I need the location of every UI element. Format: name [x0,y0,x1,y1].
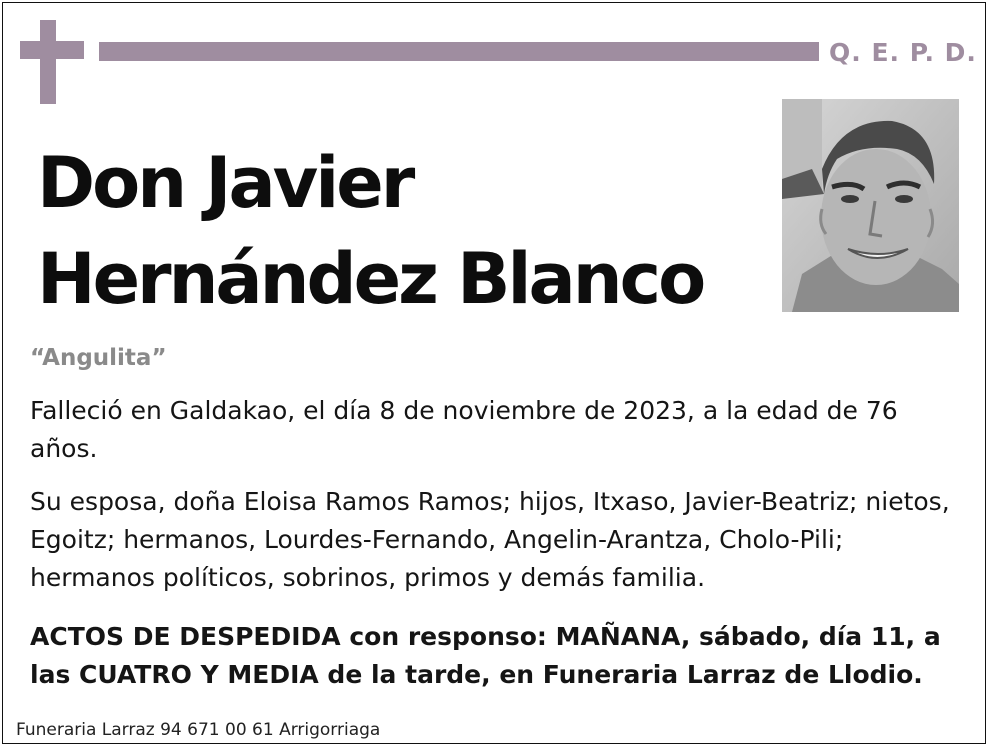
death-notice-paragraph: Falleció en Galdakao, el día 8 de noviembre de 2023, a la edad de 76 años. [30,396,898,463]
ceremony-paragraph: ACTOS DE DESPEDIDA con responso: MAÑANA, sábado, día 11, a las CUATRO Y MEDIA de la tarde, en Funeraria Larraz de Llodio. [30,622,941,689]
cross-icon-horizontal [20,41,84,59]
header-divider-bar [99,42,819,61]
deceased-name [37,135,703,327]
funeral-home-footer: Funeraria Larraz 94 671 00 61 Arrigorriaga [16,720,381,740]
obituary-notice [2,2,986,744]
qepd-label: Q. E. P. D. [829,38,977,67]
deceased-portrait-photo [782,99,959,312]
cross-icon-vertical [40,20,56,104]
deceased-alias: “Angulita” [30,345,167,371]
deceased-name-line2: Hernández Blanco [37,238,704,320]
family-paragraph: Su esposa, doña Eloisa Ramos Ramos; hijos, Itxaso, Javier-Beatriz; nietos, Egoitz; hermanos, Lourdes-Fernando, Angelin-Arantza, Cholo-Pili; hermanos políticos, sobrinos, primos y demás familia. [30,487,950,592]
deceased-name-line1: Don Javier [37,142,413,224]
